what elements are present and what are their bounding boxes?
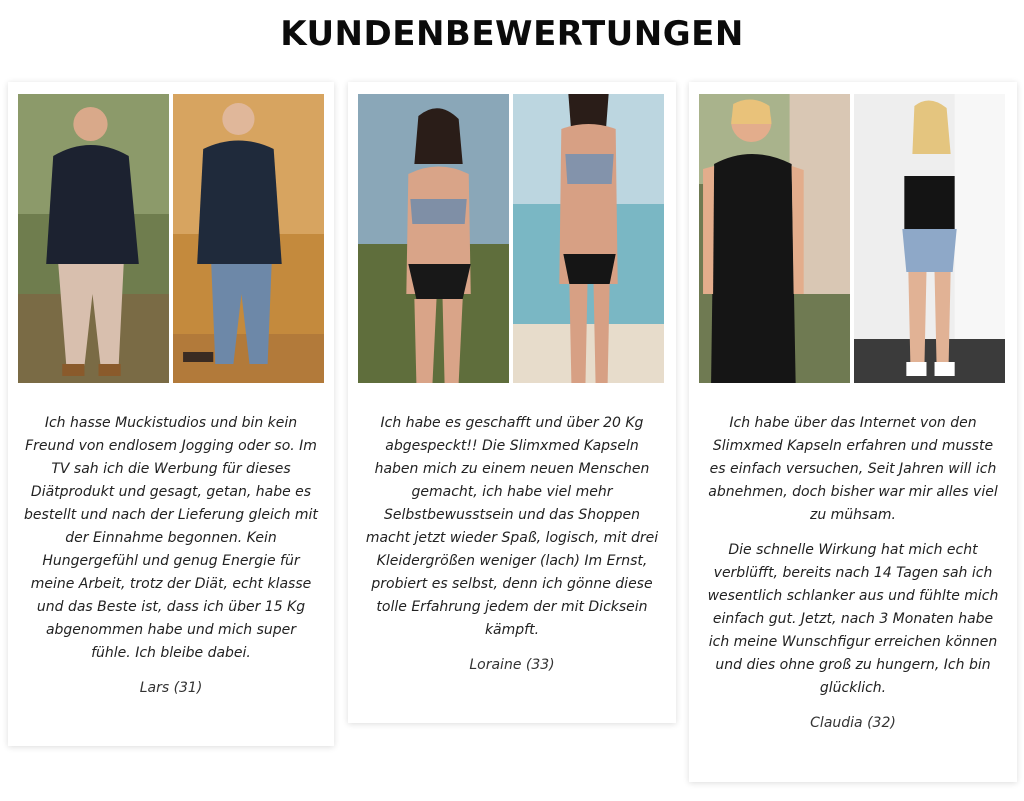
testimonial-paragraph: Ich hasse Muckistudios und bin kein Freund von endlosem Jogging oder so. Im TV sah ich die Werbung für dieses Diätprodukt und gesagt, getan, habe es bestellt und nach der Lieferung gleich mit der Einnahme begonnen. Kein Hungergefühl und genug Energie für meine Arbeit, trotz der Diät, echt klasse und das Beste ist, dass ich über 15 Kg abgenommen habe und mich super fühle. Ich bleibe dabei. xyxy=(24,415,318,661)
testimonial-paragraph: Die schnelle Wirkung hat mich echt verblüfft, bereits nach 14 Tagen sah ich wesentlich schlanker aus und fühlte mich einfach gut. Jetzt, nach 3 Monaten habe ich meine Wunschfigur erreichen können und dies ohne groß zu hungern, Ich bin glücklich. xyxy=(707,542,999,696)
testimonial-card-loraine xyxy=(348,82,676,723)
testimonial-text xyxy=(705,412,1001,734)
testimonial-card-claudia xyxy=(689,82,1017,782)
after-photo xyxy=(513,94,664,383)
testimonial-author: Claudia (32) xyxy=(810,715,896,731)
testimonial-text xyxy=(364,412,660,676)
testimonial-card-lars xyxy=(8,82,334,746)
before-after-photo xyxy=(18,94,324,383)
testimonial-text xyxy=(24,412,318,699)
testimonial-paragraph: Ich habe es geschafft und über 20 Kg abgespeckt!! Die Slimxmed Kapseln haben mich zu einem neuen Menschen gemacht, ich habe viel mehr Selbstbewusstsein und das Shoppen macht jetzt wieder Spaß, logisch, mit drei Kleidergrößen weniger (lach) Im Ernst, probiert es selbst, denn ich gönne diese tolle Erfahrung jedem der mit Dicksein kämpft. xyxy=(365,415,659,638)
before-after-photo xyxy=(699,94,1005,383)
before-photo xyxy=(18,94,169,383)
page-title: KUNDENBEWERTUNGEN xyxy=(280,14,744,54)
testimonial-author: Lars (31) xyxy=(139,680,203,696)
testimonial-paragraph: Ich habe über das Internet von den Slimxmed Kapseln erfahren und musste es einfach versuchen, Seit Jahren will ich abnehmen, doch bisher war mir alles viel zu mühsam. xyxy=(708,415,998,523)
before-photo xyxy=(358,94,509,383)
testimonial-author: Loraine (33) xyxy=(469,657,555,673)
before-after-photo xyxy=(358,94,664,383)
after-photo xyxy=(173,94,324,383)
after-photo xyxy=(854,94,1005,383)
before-photo xyxy=(699,94,850,383)
